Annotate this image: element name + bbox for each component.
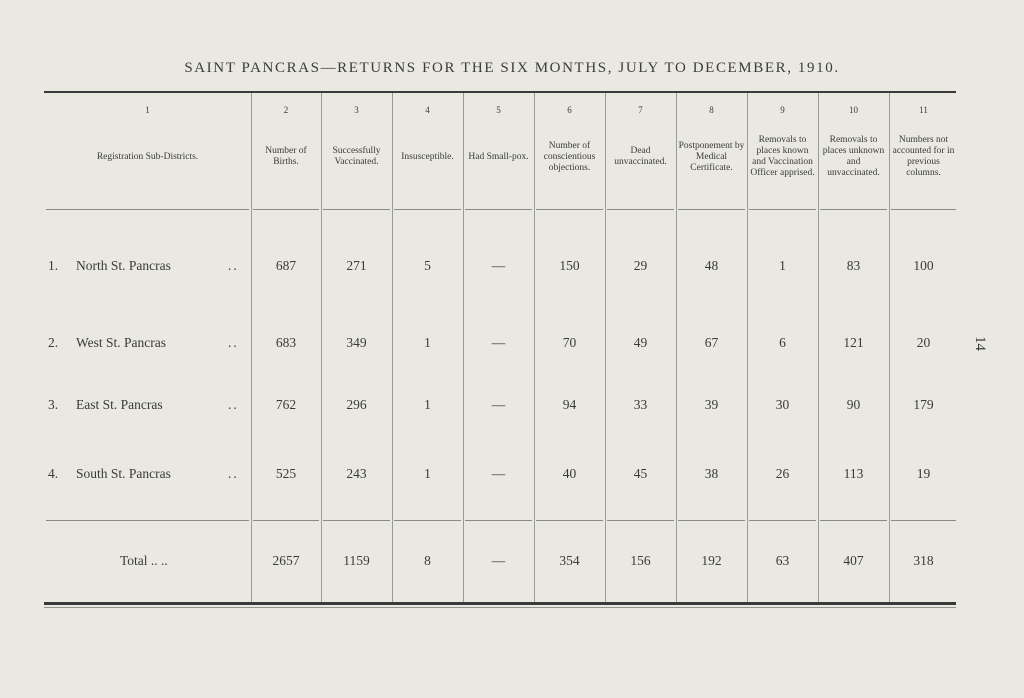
total-cell: 156 xyxy=(630,553,651,568)
table-cell: 19 xyxy=(916,466,931,481)
table-bottom-rule-thin xyxy=(44,607,956,608)
district-name: North St. Pancras xyxy=(76,258,171,273)
column-label xyxy=(749,93,816,209)
column-header xyxy=(463,93,534,209)
table-cell: 1 xyxy=(424,397,431,412)
column-number: 11 xyxy=(919,105,928,115)
column-label xyxy=(323,93,390,209)
column-number: 4 xyxy=(425,105,430,115)
table-cell: 762 xyxy=(275,397,297,412)
column-header xyxy=(251,93,321,209)
column-header xyxy=(818,93,889,209)
total-cell: 63 xyxy=(775,553,790,568)
table-cell: 243 xyxy=(346,466,367,481)
district-index: 4. xyxy=(48,466,59,481)
district-label xyxy=(48,258,239,274)
total-cell: 354 xyxy=(559,553,580,568)
column-header xyxy=(534,93,605,209)
table-cell: 67 xyxy=(704,335,719,350)
table-cell: 38 xyxy=(704,466,719,481)
column-label-text: Removals to places known and Vaccination Officer apprised. xyxy=(750,135,815,178)
total-divider xyxy=(749,520,816,521)
total-divider xyxy=(678,520,745,521)
table-cell: 296 xyxy=(346,397,367,412)
column-label xyxy=(253,93,319,209)
header-divider xyxy=(820,209,887,210)
table-cell: 90 xyxy=(846,397,861,412)
header-divider xyxy=(465,209,532,210)
table-cell: — xyxy=(491,397,506,412)
column-label-text: Number of conscientious objections. xyxy=(543,140,596,173)
table-cell: 49 xyxy=(633,335,648,350)
column-label xyxy=(820,93,887,209)
header-divider xyxy=(678,209,745,210)
district-label xyxy=(48,397,239,413)
column-number: 10 xyxy=(849,105,858,115)
column-label xyxy=(394,93,461,209)
column-number: 7 xyxy=(638,105,643,115)
column-label-text: Numbers not accounted for in previous columns. xyxy=(892,135,955,178)
header-divider xyxy=(253,209,319,210)
total-divider xyxy=(820,520,887,521)
district-index: 1. xyxy=(48,258,59,273)
column-label xyxy=(607,93,674,209)
column-label xyxy=(678,93,745,209)
column-number: 6 xyxy=(567,105,572,115)
table-cell: 29 xyxy=(633,258,648,273)
total-divider xyxy=(465,520,532,521)
leader-dots: .. xyxy=(228,258,239,273)
district-label xyxy=(48,466,239,482)
table-cell: 525 xyxy=(275,466,297,481)
table-cell: 30 xyxy=(775,397,790,412)
total-cell: 318 xyxy=(913,553,934,568)
total-divider xyxy=(607,520,674,521)
table-cell: 100 xyxy=(913,258,934,273)
column-label-text: Postponement by Medical Certificate. xyxy=(678,140,745,173)
total-divider xyxy=(536,520,603,521)
table-cell: — xyxy=(491,335,506,350)
column-number: 2 xyxy=(283,105,289,115)
column-label xyxy=(46,93,249,209)
table-cell: 70 xyxy=(562,335,577,350)
leader-dots: .. xyxy=(228,397,239,412)
column-label-text: Dead unvaccinated. xyxy=(614,146,667,167)
column-label xyxy=(465,93,532,209)
table-cell: 94 xyxy=(562,397,577,412)
column-header xyxy=(605,93,676,209)
column-label xyxy=(536,93,603,209)
table-bottom-rule xyxy=(44,602,956,605)
table-cell: — xyxy=(491,466,506,481)
page-title: SAINT PANCRAS—RETURNS FOR THE SIX MONTHS, JULY TO DECEMBER, 1910. xyxy=(184,60,840,76)
district-label xyxy=(48,335,239,351)
column-number: 5 xyxy=(496,105,501,115)
table-cell: 33 xyxy=(633,397,648,412)
table-cell: 1 xyxy=(424,466,431,481)
header-divider xyxy=(46,209,249,210)
column-label-text: Insusceptible. xyxy=(401,151,454,162)
total-cell: 1159 xyxy=(343,553,370,568)
column-header xyxy=(321,93,392,209)
header-divider xyxy=(607,209,674,210)
district-name: East St. Pancras xyxy=(76,397,163,412)
column-label-text: Registration Sub-Districts. xyxy=(96,151,199,162)
total-label: Total .. .. xyxy=(120,553,168,568)
table-cell: 20 xyxy=(916,335,931,350)
table-cell: 683 xyxy=(275,335,297,350)
header-divider xyxy=(536,209,603,210)
district-index: 3. xyxy=(48,397,59,412)
table-cell: 45 xyxy=(633,466,648,481)
table-cell: 39 xyxy=(704,397,719,412)
table-cell: 349 xyxy=(346,335,367,350)
district-name: West St. Pancras xyxy=(76,335,167,350)
header-divider xyxy=(749,209,816,210)
total-divider xyxy=(394,520,461,521)
table-cell: 271 xyxy=(346,258,367,273)
column-label xyxy=(891,93,956,209)
total-divider xyxy=(46,520,249,521)
total-cell: 407 xyxy=(843,553,864,568)
table-cell: 48 xyxy=(704,258,719,273)
leader-dots: .. xyxy=(228,335,239,350)
page-number: 14 xyxy=(972,336,988,351)
column-header xyxy=(392,93,463,209)
header-divider xyxy=(394,209,461,210)
district-name: South St. Pancras xyxy=(76,466,171,481)
column-label-text: Removals to places unknown and unvaccinated. xyxy=(822,135,885,178)
table-cell: 121 xyxy=(843,335,864,350)
table-cell: 26 xyxy=(775,466,790,481)
table-cell: 6 xyxy=(779,335,786,350)
column-number: 1 xyxy=(145,105,150,115)
column-number: 9 xyxy=(780,105,785,115)
column-label-text: Number of Births. xyxy=(265,146,307,167)
total-divider xyxy=(253,520,319,521)
total-cell: 8 xyxy=(424,553,431,568)
column-number: 3 xyxy=(354,105,359,115)
table-cell: 5 xyxy=(424,258,431,273)
table-cell: 1 xyxy=(424,335,431,350)
table-cell: 40 xyxy=(562,466,577,481)
table-cell: 83 xyxy=(846,258,861,273)
column-header xyxy=(889,93,958,209)
column-label-text: Had Small-pox. xyxy=(468,151,529,162)
column-header xyxy=(676,93,747,209)
table-cell: — xyxy=(491,258,506,273)
header-divider xyxy=(323,209,390,210)
column-header xyxy=(747,93,818,209)
table-cell: 150 xyxy=(559,258,580,273)
table-cell: 113 xyxy=(843,466,864,481)
column-header xyxy=(44,93,251,209)
total-cell: 192 xyxy=(701,553,722,568)
total-divider xyxy=(323,520,390,521)
total-cell: — xyxy=(491,553,506,568)
district-index: 2. xyxy=(48,335,59,350)
leader-dots: .. xyxy=(228,466,239,481)
total-divider xyxy=(891,520,956,521)
total-cell: 2657 xyxy=(272,553,300,568)
column-number: 8 xyxy=(709,105,714,115)
table-cell: 179 xyxy=(913,397,934,412)
table-cell: 1 xyxy=(779,258,786,273)
table-cell: 687 xyxy=(275,258,297,273)
column-label-text: Successfully Vaccinated. xyxy=(332,146,381,167)
header-divider xyxy=(891,209,956,210)
